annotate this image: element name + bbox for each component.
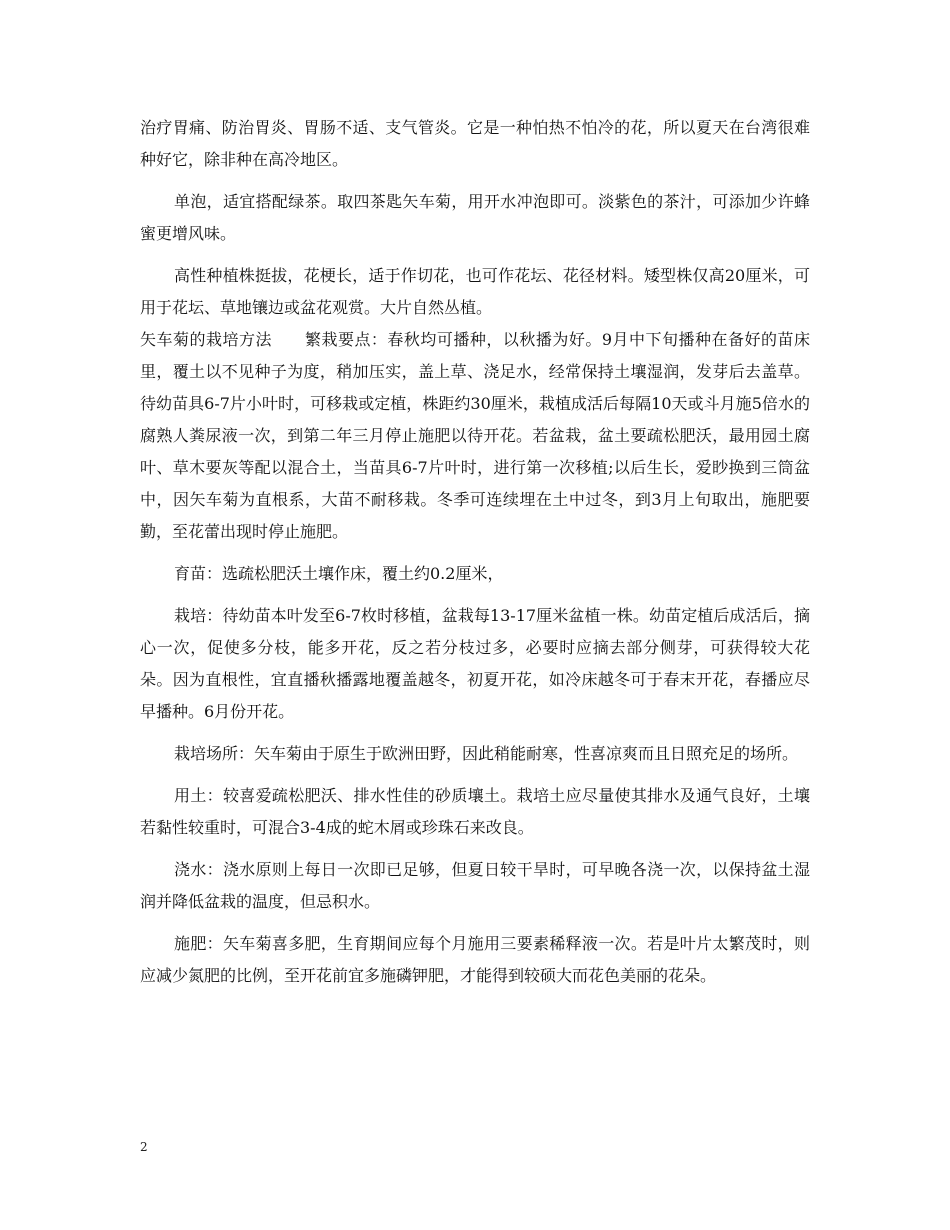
page-number: 2 bbox=[140, 1140, 148, 1154]
paragraph-2: 单泡，适宜搭配绿茶。取四茶匙矢车菊，用开水冲泡即可。淡紫色的茶汁，可添加少许蜂蜜更增风味。 bbox=[140, 192, 810, 243]
paragraph-6: 栽培：待幼苗本叶发至6-7枚时移植，盆栽每13-17厘米盆植一株。幼苗定植后成活后，摘心一次，促使多分枝，能多开花，反之若分枝过多，必要时应摘去部分侧芽，可获得较大花朵。因为直根性，宜直播秋播露地覆盖越冬，初夏开花，如冷床越冬可于春末开花，春播应尽早播种。6月份开花。 bbox=[140, 606, 810, 721]
paragraph-3: 高性种植株挺拔，花梗长，适于作切花，也可作花坛、花径材料。矮型株仅高20厘米，可用于花坛、草地镶边或盆花观赏。大片自然丛植。 bbox=[140, 266, 810, 317]
document-body bbox=[140, 112, 810, 992]
paragraph-5: 育苗：选疏松肥沃土壤作床，覆土约0.2厘米， bbox=[174, 564, 504, 583]
paragraph-9: 浇水：浇水原则上每日一次即已足够，但夏日较干旱时，可早晚各浇一次，以保持盆土湿润并降低盆栽的温度，但忌积水。 bbox=[140, 860, 810, 911]
paragraph-4: 矢车菊的栽培方法 繁栽要点：春秋均可播种，以秋播为好。9月中下旬播种在备好的苗床里，覆土以不见种子为度，稍加压实，盖上草、浇足水，经常保持土壤湿润，发芽后去盖草。待幼苗具6-7片小叶时，可移栽或定植，株距约30厘米，栽植成活后每隔10天或斗月施5倍水的腐熟人粪尿液一次，到第二年三月停止施肥以待开花。若盆栽，盆土要疏松肥沃，最用园土腐叶、草木要灰等配以混合土，当苗具6-7片叶时，进行第一次移植;以后生长，爱眇换到三筒盆中，因矢车菊为直根系，大苗不耐移栽。冬季可连续埋在土中过冬，到3月上旬取出，施肥要勤，至花蕾出现时停止施肥。 bbox=[140, 330, 810, 541]
paragraph-10: 施肥：矢车菊喜多肥，生育期间应每个月施用三要素稀释液一次。若是叶片太繁茂时，则应减少氮肥的比例，至开花前宜多施磷钾肥，才能得到较硕大而花色美丽的花朵。 bbox=[140, 934, 810, 985]
paragraph-8: 用土：较喜爱疏松肥沃、排水性佳的砂质壤土。栽培土应尽量使其排水及通气良好，土壤若黏性较重时，可混合3-4成的蛇木屑或珍珠石来改良。 bbox=[140, 786, 810, 837]
paragraph-1: 治疗胃痛、防治胃炎、胃肠不适、支气管炎。它是一种怕热不怕冷的花，所以夏天在台湾很难种好它，除非种在高冷地区。 bbox=[140, 118, 810, 169]
paragraph-7: 栽培场所：矢车菊由于原生于欧洲田野，因此稍能耐寒，性喜凉爽而且日照充足的场所。 bbox=[174, 744, 799, 763]
